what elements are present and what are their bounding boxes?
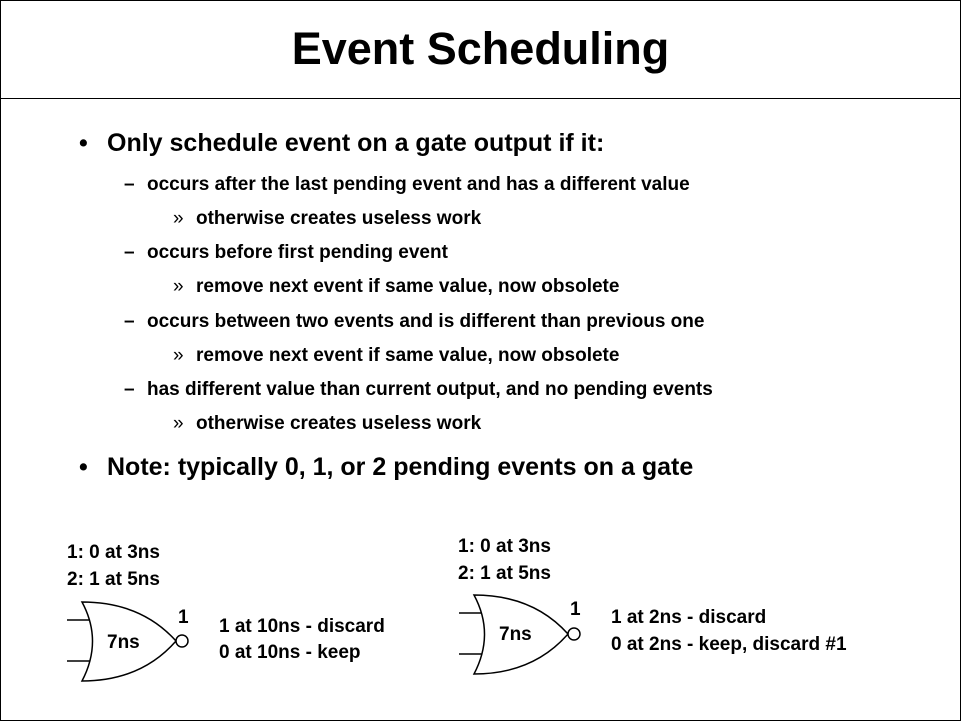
pending-event-1: 1: 0 at 3ns	[458, 536, 551, 557]
sub-sub-bullet-text: otherwise creates useless work	[196, 413, 482, 434]
sub-sub-bullet-text: otherwise creates useless work	[196, 208, 482, 229]
chevron-marker: »	[173, 208, 184, 229]
sub-sub-bullet-text: remove next event if same value, now obsolete	[196, 345, 620, 366]
chevron-marker: »	[173, 345, 184, 366]
bullet-marker: •	[79, 129, 88, 157]
sub-bullet-text: has different value than current output, and no pending events	[147, 379, 713, 400]
gate-delay-label: 7ns	[499, 624, 532, 645]
bullet-text: Note: typically 0, 1, or 2 pending events on a gate	[107, 453, 694, 481]
dash-marker: –	[124, 379, 135, 400]
gate-delay-label: 7ns	[107, 632, 140, 653]
new-event-1: 1 at 2ns - discard	[611, 607, 767, 628]
bullet-marker: •	[79, 453, 88, 481]
pending-event-2: 2: 1 at 5ns	[67, 569, 160, 590]
dash-marker: –	[124, 311, 135, 332]
new-event-1: 1 at 10ns - discard	[219, 616, 385, 637]
new-event-2: 0 at 2ns - keep, discard #1	[611, 634, 847, 655]
chevron-marker: »	[173, 276, 184, 297]
gate-output-value: 1	[178, 607, 189, 628]
sub-bullet-text: occurs between two events and is different than previous one	[147, 311, 705, 332]
pending-event-2: 2: 1 at 5ns	[458, 563, 551, 584]
bullet-text: Only schedule event on a gate output if it:	[107, 129, 605, 157]
title-bar	[1, 1, 960, 99]
new-event-2: 0 at 10ns - keep	[219, 642, 361, 663]
sub-sub-bullet-text: remove next event if same value, now obsolete	[196, 276, 620, 297]
slide-title: Event Scheduling	[291, 23, 670, 74]
chevron-marker: »	[173, 413, 184, 434]
sub-bullet-text: occurs before first pending event	[147, 242, 448, 263]
dash-marker: –	[124, 174, 135, 195]
dash-marker: –	[124, 242, 135, 263]
sub-bullet-text: occurs after the last pending event and has a different value	[147, 174, 690, 195]
gate-output-value: 1	[570, 599, 581, 620]
pending-event-1: 1: 0 at 3ns	[67, 542, 160, 563]
